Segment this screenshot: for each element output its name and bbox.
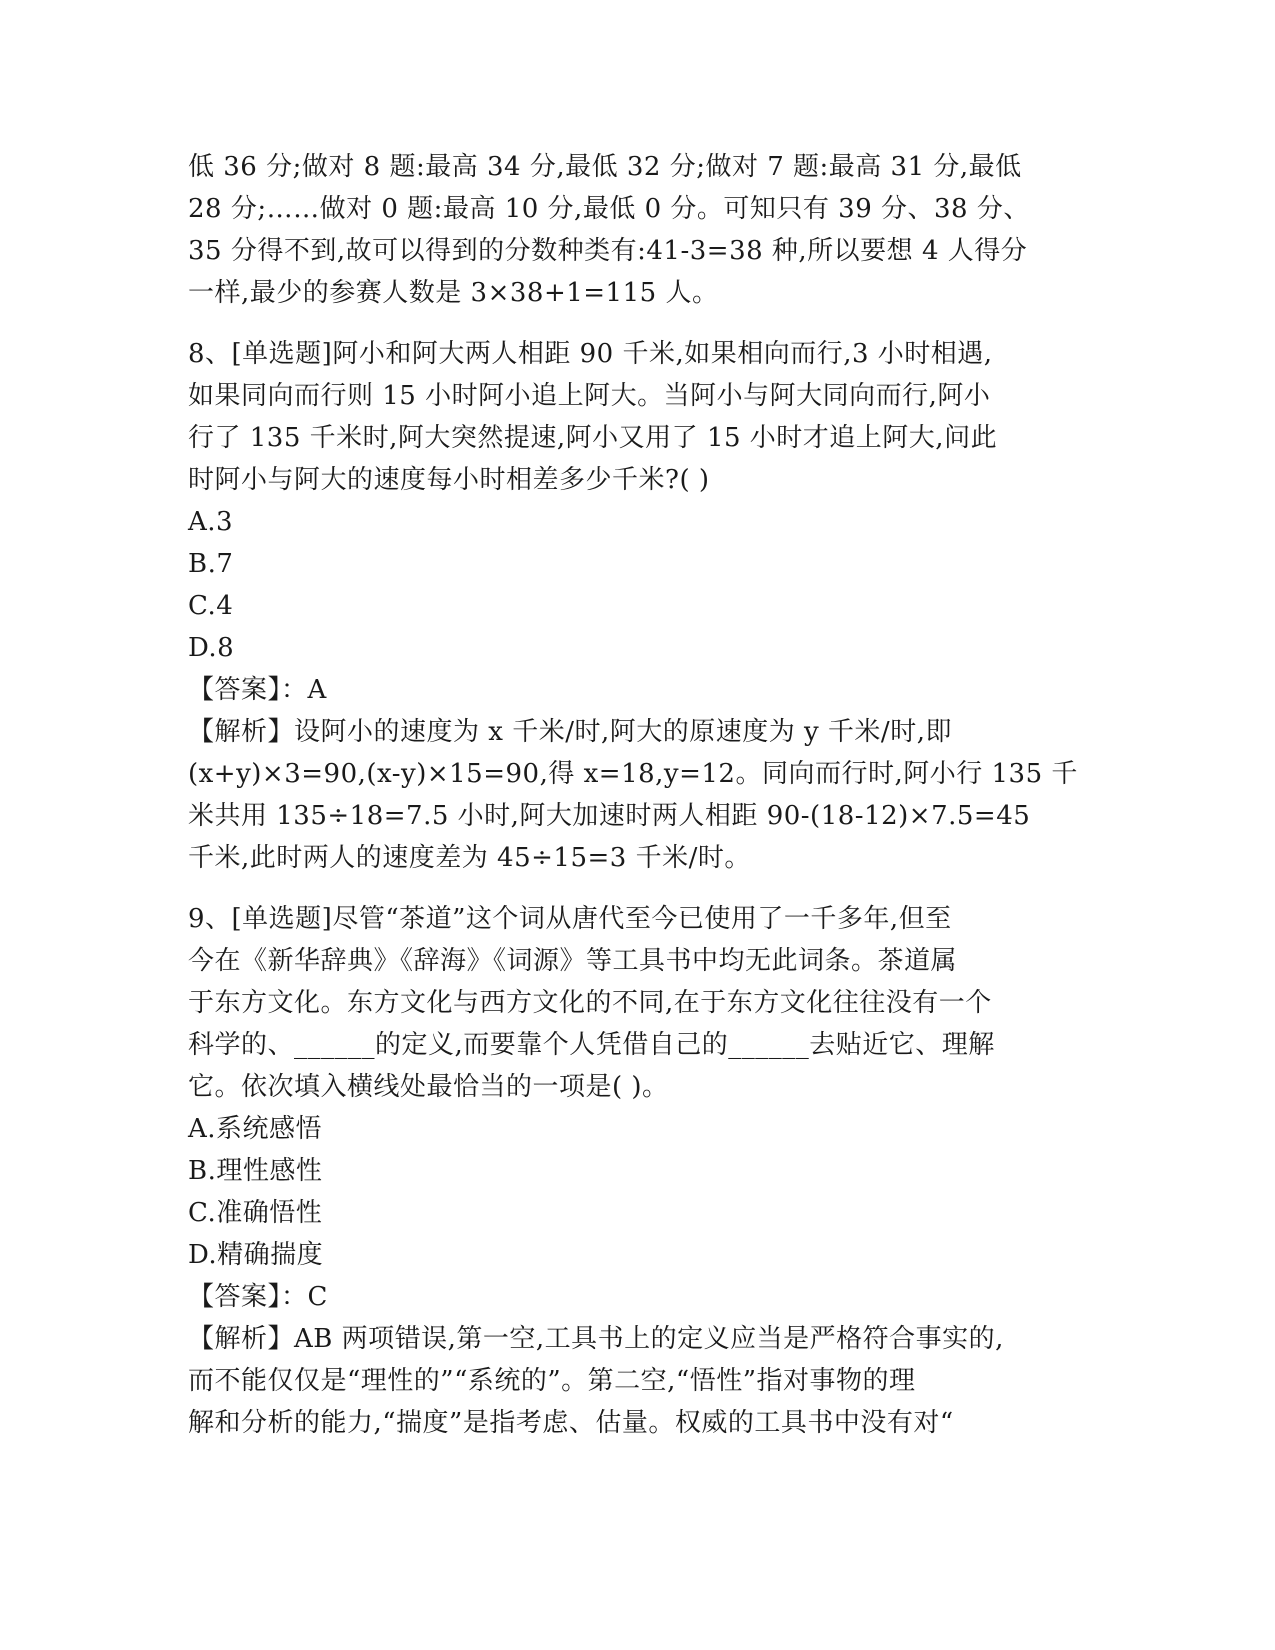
analysis-line: 而不能仅仅是“理性的”“系统的”。第二空,“悟性”指对事物的理 [188, 1366, 916, 1396]
question-stem-line: 9、[单选题]尽管“茶道”这个词从唐代至今已使用了一千多年,但至 [188, 904, 952, 934]
option-d: D.精确揣度 [188, 1240, 324, 1270]
question-stem-line: 如果同向而行则 15 小时阿小追上阿大。当阿小与阿大同向而行,阿小 [188, 381, 991, 411]
option-b: B.理性感性 [188, 1156, 323, 1186]
option-c: C.4 [188, 591, 234, 621]
option-a: A.3 [188, 507, 234, 537]
question-stem-line: 行了 135 千米时,阿大突然提速,阿小又用了 15 小时才追上阿大,问此 [188, 423, 998, 453]
text-line: 28 分;……做对 0 题:最高 10 分,最低 0 分。可知只有 39 分、38 分、 [188, 194, 1030, 224]
question-8 [188, 333, 1088, 879]
text-line: 一样,最少的参赛人数是 3×38+1=115 人。 [188, 278, 719, 308]
analysis-line: 【解析】设阿小的速度为 x 千米/时,阿大的原速度为 y 千米/时,即 [188, 717, 952, 747]
question-stem-line: 它。依次填入横线处最恰当的一项是( )。 [188, 1072, 669, 1102]
paragraph-gap [188, 879, 1088, 898]
question-stem-line: 8、[单选题]阿小和阿大两人相距 90 千米,如果相向而行,3 小时相遇, [188, 339, 993, 369]
analysis-line: 解和分析的能力,“揣度”是指考虑、估量。权威的工具书中没有对“ [188, 1408, 954, 1438]
analysis-line: 【解析】AB 两项错误,第一空,工具书上的定义应当是严格符合事实的, [188, 1324, 1004, 1354]
paragraph-gap [188, 314, 1088, 333]
analysis-line: 米共用 135÷18=7.5 小时,阿大加速时两人相距 90-(18-12)×7.5=45 [188, 801, 1031, 831]
option-a: A.系统感悟 [188, 1114, 323, 1144]
answer-line: 【答案】：C [188, 1282, 328, 1312]
option-d: D.8 [188, 633, 235, 663]
question-stem-line: 于东方文化。东方文化与西方文化的不同,在于东方文化往往没有一个 [188, 988, 992, 1018]
answer-line: 【答案】：A [188, 675, 327, 705]
question-9 [188, 898, 1088, 1444]
text-line: 35 分得不到,故可以得到的分数种类有:41-3=38 种,所以要想 4 人得分 [188, 236, 1028, 266]
option-c: C.准确悟性 [188, 1198, 323, 1228]
question-stem-line: 科学的、______的定义,而要靠个人凭借自己的______去贴近它、理解 [188, 1030, 995, 1060]
question-stem-line: 今在《新华辞典》《辞海》《词源》等工具书中均无此词条。茶道属 [188, 946, 958, 976]
text-line: 低 36 分;做对 8 题:最高 34 分,最低 32 分;做对 7 题:最高 31 分,最低 [188, 152, 1022, 182]
analysis-line: 千米,此时两人的速度差为 45÷15=3 千米/时。 [188, 843, 751, 873]
analysis-line: (x+y)×3=90,(x-y)×15=90,得 x=18,y=12。同向而行时,阿小行 135 千 [188, 759, 1078, 789]
previous-analysis-continuation [188, 146, 1088, 314]
option-b: B.7 [188, 549, 234, 579]
question-stem-line: 时阿小与阿大的速度每小时相差多少千米?( ) [188, 465, 710, 495]
document-page [188, 146, 1088, 1444]
